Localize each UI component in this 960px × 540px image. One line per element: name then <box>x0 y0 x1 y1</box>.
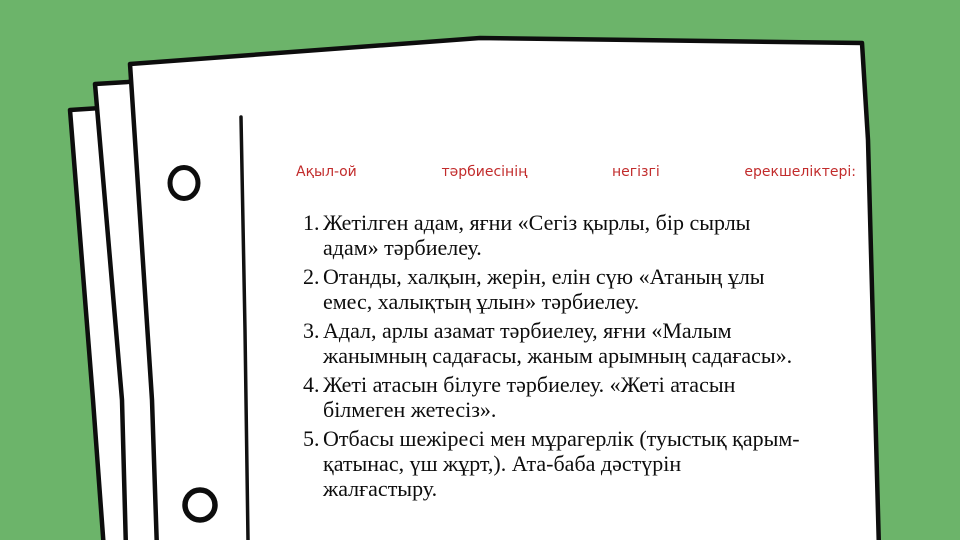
slide-title-word: негізгі <box>612 164 660 180</box>
list-item-text: Адал, арлы азамат тәрбиелеу, яғни «Малым <box>323 318 732 343</box>
list-item-text: емес, халықтың ұлын» тәрбиелеу. <box>323 289 640 314</box>
list-item <box>303 318 865 368</box>
list-item-text: Отбасы шежіресі мен мұрагерлік (туыстық қарым- <box>323 426 800 451</box>
list-item-text: Отанды, халқын, жерін, елін сүю «Атаның ұлы <box>323 264 765 289</box>
punch-hole-top-icon <box>170 168 198 199</box>
list-item-number: 1. <box>303 210 320 235</box>
list-item-text: жалғастыру. <box>323 476 438 501</box>
list-item-text: жанымның садағасы, жаным арымның садағасы». <box>323 343 793 368</box>
slide-body-list <box>303 210 865 501</box>
list-item-text: Жетілген адам, яғни «Сегіз қырлы, бір сырлы <box>323 210 751 235</box>
slide-title-word: тәрбиесінің <box>441 164 528 180</box>
list-item-text: Жеті атасын білуге тәрбиелеу. «Жеті атасын <box>323 372 736 397</box>
list-item <box>303 210 865 260</box>
slide-title-word: ерекшеліктері: <box>744 164 856 180</box>
list-item-number: 2. <box>303 264 320 289</box>
list-item <box>303 372 865 422</box>
slide-title <box>296 164 856 180</box>
list-item-number: 5. <box>303 426 320 451</box>
list-item <box>303 264 865 314</box>
list-item-number: 3. <box>303 318 320 343</box>
list-item-text: адам» тәрбиелеу. <box>323 235 482 260</box>
slide-title-word: Ақыл-ой <box>296 164 357 180</box>
punch-hole-bottom-icon <box>185 490 215 520</box>
list-item-text: білмеген жетесіз». <box>323 397 497 422</box>
list-item-number: 4. <box>303 372 320 397</box>
list-item <box>303 426 865 501</box>
list-item-text: қатынас, үш жұрт,). Ата-баба дәстүрін <box>323 451 682 476</box>
